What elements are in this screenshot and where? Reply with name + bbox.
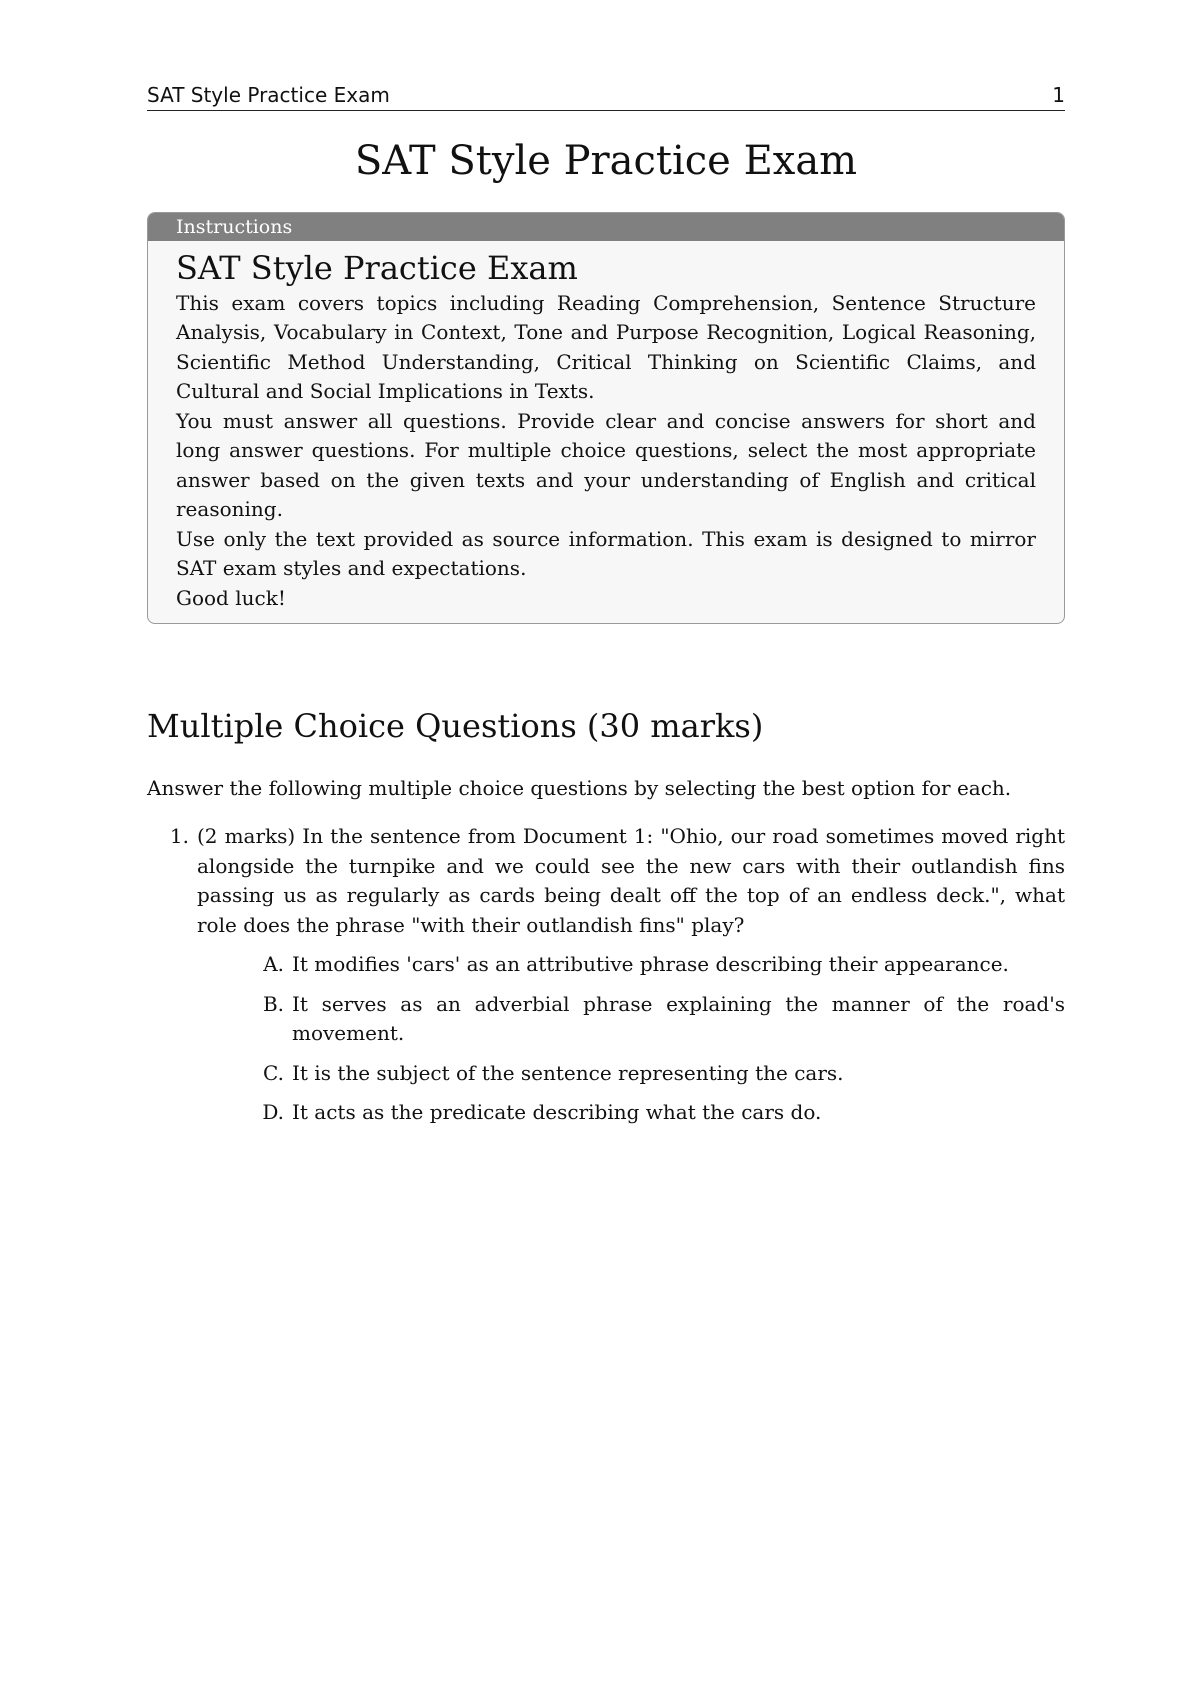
answer-option-c[interactable] [147,1059,1065,1089]
instructions-body [148,241,1064,624]
instructions-box [147,212,1065,625]
instructions-label: Instructions [148,213,1064,241]
page-number: 1 [1052,83,1065,107]
option-text: It acts as the predicate describing what the cars do. [292,1100,822,1125]
instructions-title: SAT Style Practice Exam [176,248,578,287]
document-title: SAT Style Practice Exam [354,138,858,184]
running-title: SAT Style Practice Exam [147,83,390,107]
answer-option-a[interactable] [147,950,1065,980]
option-letter: D. [262,1100,284,1125]
question-text: (2 marks) In the sentence from Document 1: "Ohio, our road sometimes moved right alongside the turnpike and we could see the new cars with their outlandish fins passing us as regularly as cards being dealt off the top of an endless deck.", what role does the phrase "with their outlandish fins" play? [197,824,1065,937]
section-intro: Answer the following multiple choice questions by selecting the best option for each. [147,776,1012,801]
instructions-paragraph: Good luck! [176,585,286,610]
section-heading: Multiple Choice Questions (30 marks) [147,707,764,746]
instructions-paragraph: You must answer all questions. Provide clear and concise answers for short and long answer questions. For multiple choice questions, select the most appropriate answer based on the given texts and your understanding of English and critical reasoning. [176,408,1036,522]
question [147,822,1065,940]
answer-option-d[interactable] [147,1098,1065,1128]
option-letter: B. [262,991,284,1016]
exam-page [147,82,1065,1128]
question-number: 1. [169,824,189,849]
option-text: It modifies 'cars' as an attributive phrase describing their appearance. [292,952,1009,977]
answer-option-b[interactable] [147,990,1065,1049]
option-text: It is the subject of the sentence representing the cars. [292,1060,844,1085]
answer-options [147,950,1065,1128]
option-text: It serves as an adverbial phrase explaining the manner of the road's movement. [292,991,1065,1046]
instructions-paragraph: Use only the text provided as source information. This exam is designed to mirror SAT exam styles and expectations. [176,526,1036,581]
option-letter: C. [263,1060,284,1085]
option-letter: A. [263,952,284,977]
running-header [147,82,1065,111]
instructions-paragraph: This exam covers topics including Reading Comprehension, Sentence Structure Analysis, Vocabulary in Context, Tone and Purpose Recognition, Logical Reasoning, Scientific Method Understanding, Critical Thinking on Scientific Claims, and Cultural and Social Implications in Texts. [176,290,1036,404]
